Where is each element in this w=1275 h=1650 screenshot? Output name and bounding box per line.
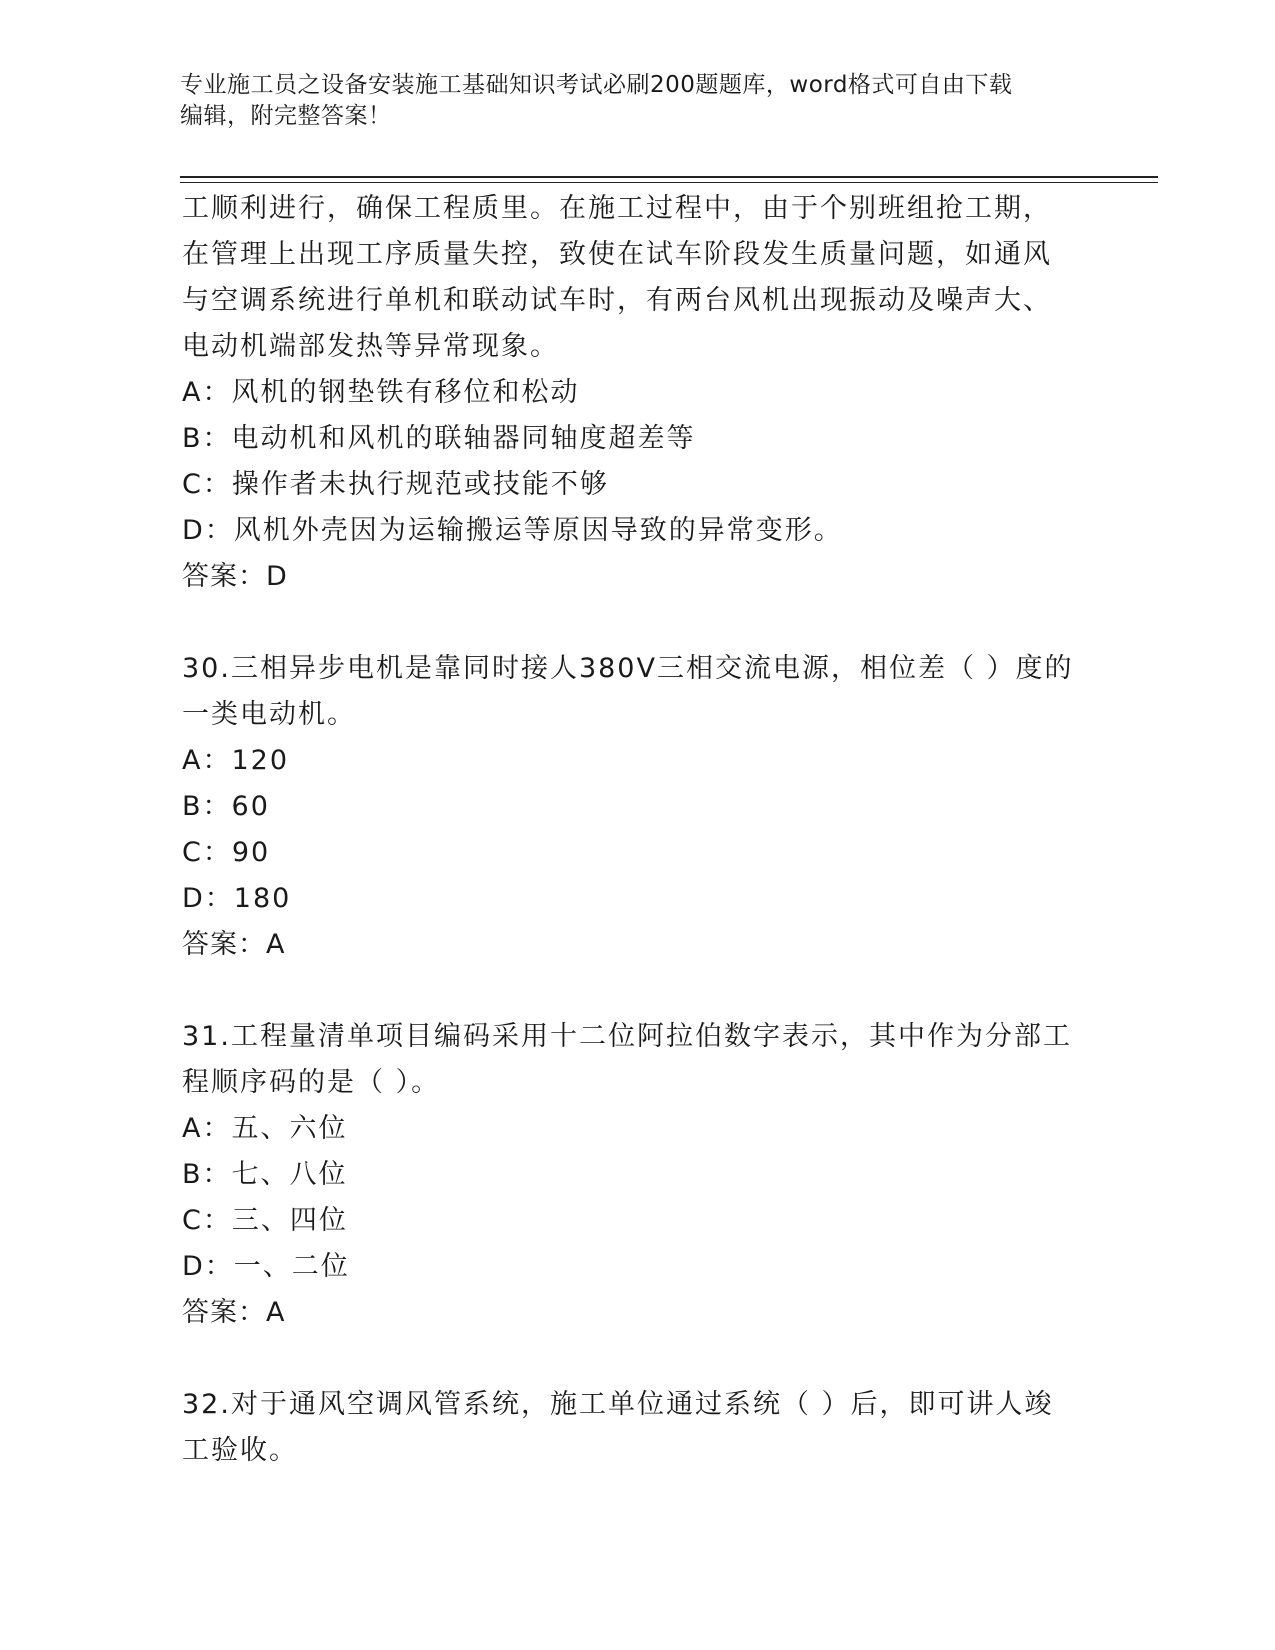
header-title-line-1: 专业施工员之设备安装施工基础知识考试必刷200题题库，word格式可自由下载: [180, 72, 1013, 98]
question-text-line: 31.工程量清单项目编码采用十二位阿拉伯数字表示，其中作为分部工: [182, 1021, 1072, 1052]
option-d: D：一、二位: [182, 1251, 350, 1282]
answer-label: 答案：A: [182, 1297, 286, 1328]
question-continued: [182, 186, 1082, 600]
question-text-line: 32.对于通风空调风管系统，施工单位通过系统（ ）后，即可讲人竣: [182, 1389, 1054, 1420]
question-text-line: 工验收。: [182, 1435, 298, 1466]
answer-label: 答案：D: [182, 561, 288, 592]
option-a: A：120: [182, 745, 290, 776]
question-text-line: 一类电动机。: [182, 699, 356, 730]
option-d: D：180: [182, 883, 292, 914]
header-divider-thick: [180, 176, 1158, 178]
option-a: A：五、六位: [182, 1113, 348, 1144]
question-text-line: 电动机端部发热等异常现象。: [182, 331, 559, 362]
question-31: [182, 1014, 1082, 1336]
question-32: [182, 1382, 1082, 1474]
document-header: [180, 70, 1060, 132]
option-d: D：风机外壳因为运输搬运等原因导致的异常变形。: [182, 515, 843, 546]
header-divider-thin: [180, 182, 1158, 183]
option-c: C：90: [182, 837, 271, 868]
answer-label: 答案：A: [182, 929, 286, 960]
spacer: [182, 968, 1082, 1014]
question-30: [182, 646, 1082, 968]
spacer: [182, 600, 1082, 646]
question-text-line: 在管理上出现工序质量失控，致使在试车阶段发生质量问题，如通风: [182, 239, 1052, 270]
option-c: C：三、四位: [182, 1205, 348, 1236]
question-text-line: 与空调系统进行单机和联动试车时，有两台风机出现振动及噪声大、: [182, 285, 1052, 316]
question-text-line: 程顺序码的是（ ）。: [182, 1067, 441, 1098]
question-text-line: 工顺利进行，确保工程质里。在施工过程中，由于个别班组抢工期，: [182, 193, 1052, 224]
option-a: A：风机的钢垫铁有移位和松动: [182, 377, 580, 408]
option-c: C：操作者未执行规范或技能不够: [182, 469, 609, 500]
spacer: [182, 1336, 1082, 1382]
option-b: B：60: [182, 791, 270, 822]
header-title-line-2: 编辑，附完整答案！: [180, 103, 392, 129]
option-b: B：电动机和风机的联轴器同轴度超差等: [182, 423, 696, 454]
question-text-line: 30.三相异步电机是靠同时接人380V三相交流电源，相位差（ ）度的: [182, 653, 1074, 684]
option-b: B：七、八位: [182, 1159, 348, 1190]
document-body: [182, 186, 1082, 1474]
